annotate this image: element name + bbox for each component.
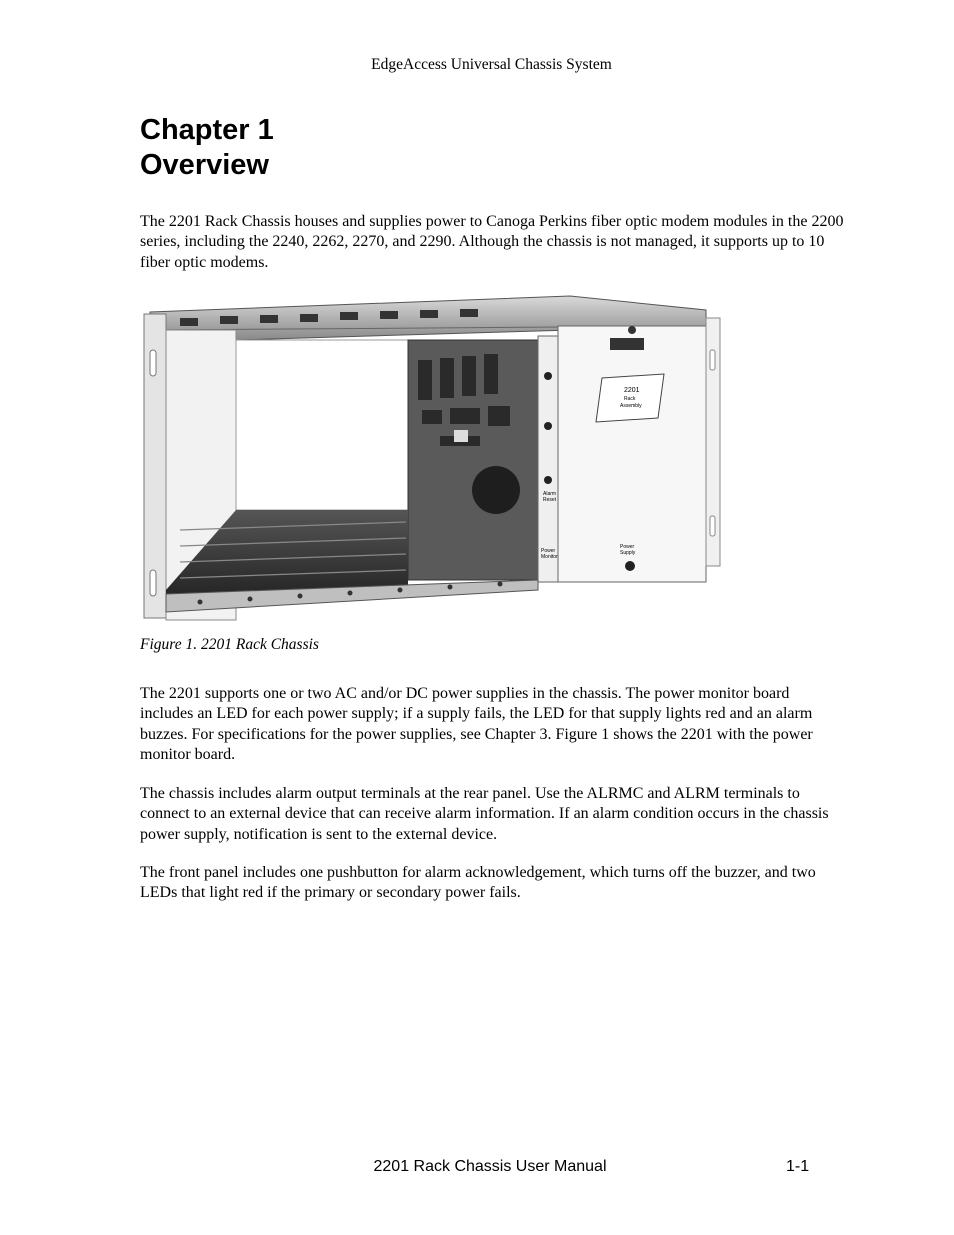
alarm-terminals-paragraph: The chassis includes alarm output terminals at the rear panel. Use the ALRMC and ALRM terminals to connect to an external device that can receive alarm information. If an alarm condition occurs in the chassis power supply, notification is sent to the external device. [140, 785, 829, 843]
chapter-name: Overview [140, 149, 269, 181]
footer-page-number: 1-1 [786, 1158, 810, 1175]
rack-chassis-figure [140, 290, 724, 624]
panel-assembly-label: Assembly [620, 403, 642, 409]
alarm-reset-label-2: Reset [543, 497, 557, 503]
rack-chassis-photo [140, 290, 724, 624]
intro-paragraph: The 2201 Rack Chassis houses and supplies power to Canoga Perkins fiber optic modem modules in the 2200 series, including the 2240, 2262, 2270, and 2290. Although the chassis is not managed, it supports up to 10 fiber optic modems. [140, 213, 844, 271]
power-supply-label: Power [620, 544, 635, 550]
chapter-number: Chapter 1 [140, 114, 274, 146]
power-monitor-label: Power [541, 548, 556, 554]
power-supply-paragraph: The 2201 supports one or two AC and/or DC power supplies in the chassis. The power monitor board includes an LED for each power supply; if a supply fails, the LED for that supply lights red and an alarm buzzes. For specifications for the power supplies, see Chapter 3. Figure 1 shows the 2201 with the power monitor board. [140, 685, 813, 763]
running-header: EdgeAccess Universal Chassis System [371, 56, 612, 73]
power-monitor-label-2: Monitor [541, 554, 558, 560]
chapter-title [140, 113, 274, 183]
front-panel-paragraph: The front panel includes one pushbutton for alarm acknowledgement, which turns off the buzzer, and two LEDs that light red if the primary or secondary power fails. [140, 864, 816, 902]
footer-manual-title: 2201 Rack Chassis User Manual [373, 1158, 607, 1175]
alarm-reset-label: Alarm [543, 491, 557, 497]
power-supply-label-2: Supply [620, 550, 636, 556]
figure-caption: Figure 1. 2201 Rack Chassis [140, 636, 319, 653]
panel-rack-label: Rack [624, 396, 636, 402]
panel-model-label: 2201 [624, 387, 640, 394]
